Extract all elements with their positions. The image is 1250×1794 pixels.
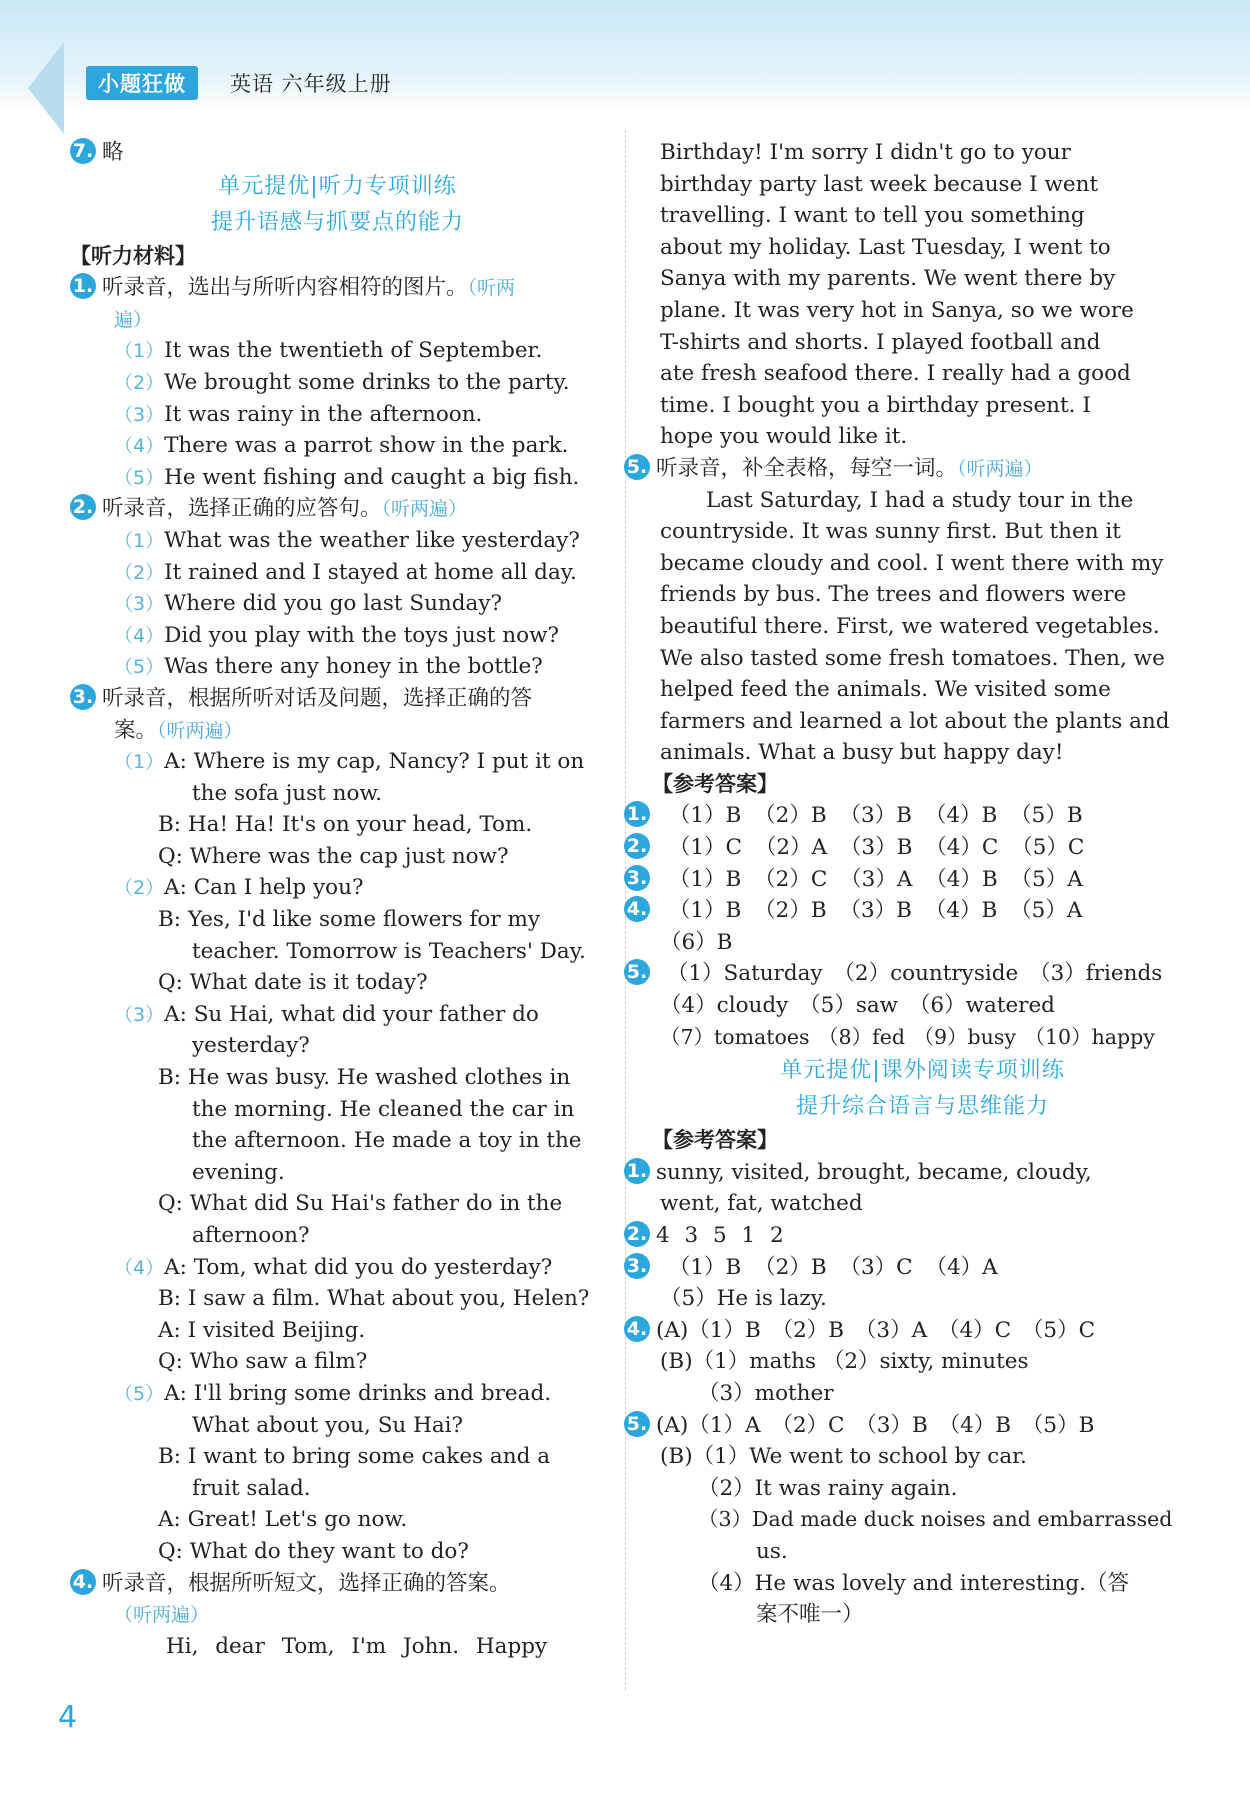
answers-label: 【参考答案】 bbox=[652, 771, 778, 796]
question-2-title: 2. 听录音，选择正确的应答句。（听两遍） bbox=[70, 493, 605, 525]
answer-row: （2）It was rainy again. bbox=[698, 1475, 958, 1501]
header-decoration bbox=[28, 42, 64, 134]
answer-row: （4）cloudy （5）saw （6）watered bbox=[660, 993, 1055, 1019]
passage-line: We also tasted some fresh tomatoes. Then, we bbox=[660, 645, 1165, 671]
question-4-title: 4. 听录音，根据所听短文，选择正确的答案。 bbox=[70, 1568, 605, 1600]
dialogue-line: B: Ha! Ha! It's on your head, Tom. bbox=[158, 812, 533, 838]
question-3-title: 3. 听录音，根据所听对话及问题，选择正确的答 bbox=[70, 683, 605, 715]
dialogue-line: Q: What date is it today? bbox=[158, 970, 428, 996]
passage-line: about my holiday. Last Tuesday, I went to bbox=[660, 234, 1111, 260]
section-title: 单元提优|听力专项训练 bbox=[218, 173, 457, 199]
page-number: 4 bbox=[58, 1700, 78, 1735]
list-item: （1）What was the weather like yesterday? bbox=[114, 527, 580, 553]
dialogue-line: Q: Who saw a film? bbox=[158, 1349, 368, 1375]
dialogue-line: B: Yes, I'd like some flowers for my bbox=[158, 907, 540, 933]
dialogue-line: A: I visited Beijing. bbox=[158, 1317, 366, 1343]
answer-row: (B)（1）maths （2）sixty, minutes bbox=[660, 1349, 1029, 1375]
passage-line: helped feed the animals. We visited some bbox=[660, 677, 1111, 703]
answers-label: 【参考答案】 bbox=[652, 1128, 778, 1153]
dialogue-line: （2）A: Can I help you? bbox=[114, 875, 364, 901]
answer-row: went, fat, watched bbox=[660, 1191, 863, 1217]
answer-row: （3）Dad made duck noises and embarrassed bbox=[698, 1507, 1173, 1532]
answer-row: （5）He is lazy. bbox=[660, 1286, 827, 1312]
passage-line: ate fresh seafood there. I really had a good bbox=[660, 361, 1131, 387]
dialogue-line: the afternoon. He made a toy in the bbox=[192, 1128, 582, 1154]
series-badge: 小题狂做 bbox=[86, 66, 198, 100]
passage-line: animals. What a busy but happy day! bbox=[660, 740, 1064, 766]
dialogue-line: the morning. He cleaned the car in bbox=[192, 1096, 575, 1122]
passage-line: farmers and learned a lot about the plants and bbox=[660, 708, 1170, 734]
left-column: 7. 略 单元提优|听力专项训练 提升语感与抓要点的能力 【听力材料】 1. 听录音，选出与所听内容相符的图片。（听两 遍） （1）It was the twentieth of September. （2）We brought some drinks to the party. （3）It was rainy in the afternoon. （4）There was a parrot show in the park. （5）He went fishing and caught a big fish. 2. 听录音，选择正确的应答句。（听两遍） （1）What was the weather like yesterday? （2）It rained and I stayed at home all day. （3）Where did you go last Sunday? （4）Did you play with the toys just now? （5）Was there any honey in the bottle? 3. 听录音，根据所听对话及问题，选择正确的答 案。（听两遍） （1）A: Where is my cap, Nancy? I put it on the sofa just now. B: Ha! Ha! It's on your head, Tom. Q: Where was the cap just now? （2）A: Can I help you? B: Yes, I'd like some flowers for my teacher. Tomorrow is Teachers' Day. Q: What date is it today? （3）A: Su Hai, what did your father do yesterday? B: He was busy. He washed clothes in the morning. He cleaned the car in the afternoon. He made a toy in the evening. Q: What did Su Hai's father do in the afternoon? （4）A: Tom, what did you do yesterday? B: I saw a film. What about you, Helen? A: I visited Beijing. Q: Who saw a film? （5）A: I'll bring some drinks and bread. What about you, Su Hai? B: I want to bring some cakes and a fruit salad. A: Great! Let's go now. Q: What do they want to do? 4. 听录音，根据所听短文，选择正确的答案。 （听两遍） Hi, dear Tom, I'm John. Happy bbox=[70, 137, 605, 1662]
answer-row: 1. sunny, visited, brought, became, cloudy, bbox=[624, 1157, 1185, 1189]
answer-row: us. bbox=[756, 1538, 788, 1564]
passage-line: Last Saturday, I had a study tour in the bbox=[706, 487, 1134, 513]
dialogue-line: （4）A: Tom, what did you do yesterday? bbox=[114, 1254, 553, 1280]
dialogue-line: A: Great! Let's go now. bbox=[158, 1507, 408, 1533]
question-5-title: 5. 听录音，补全表格，每空一词。（听两遍） bbox=[624, 453, 1185, 485]
list-item: （5）Was there any honey in the bottle? bbox=[114, 654, 543, 680]
passage-line: countryside. It was sunny first. But then it bbox=[660, 519, 1121, 545]
dialogue-line: （1）A: Where is my cap, Nancy? I put it on bbox=[114, 749, 585, 775]
section-title: 单元提优|课外阅读专项训练 bbox=[780, 1058, 1065, 1084]
list-item: （2）We brought some drinks to the party. bbox=[114, 369, 570, 395]
passage-line: Birthday! I'm sorry I didn't go to your bbox=[660, 140, 1071, 165]
book-title: 英语 六年级上册 bbox=[230, 72, 392, 96]
passage-line: hope you would like it. bbox=[660, 424, 908, 450]
list-item: （4）Did you play with the toys just now? bbox=[114, 622, 559, 648]
answer-row: 3. （1）B （2）C （3）A （4）B （5）A bbox=[624, 864, 1185, 896]
answer-row: 2. 4 3 5 1 2 bbox=[624, 1220, 1185, 1252]
passage-line: friends by bus. The trees and flowers were bbox=[660, 582, 1127, 608]
materials-label: 【听力材料】 bbox=[70, 243, 196, 268]
dialogue-line: yesterday? bbox=[192, 1033, 310, 1059]
answer-row: 4. （1）B （2）B （3）B （4）B （5）A bbox=[624, 895, 1185, 927]
dialogue-line: Q: Where was the cap just now? bbox=[158, 843, 509, 869]
list-item: （5）He went fishing and caught a big fish. bbox=[114, 464, 580, 490]
dialogue-line: （5）A: I'll bring some drinks and bread. bbox=[114, 1380, 552, 1406]
answer-row: 5. （1）Saturday （2）countryside （3）friends bbox=[624, 958, 1185, 990]
dialogue-line: B: I want to bring some cakes and a bbox=[158, 1444, 551, 1470]
question-1-title: 1. 听录音，选出与所听内容相符的图片。（听两 bbox=[70, 272, 605, 304]
passage-line: T-shirts and shorts. I played football and bbox=[660, 329, 1101, 355]
dialogue-line: B: I saw a film. What about you, Helen? bbox=[158, 1286, 590, 1312]
passage-line: birthday party last week because I went bbox=[660, 171, 1099, 197]
list-item: （3）It was rainy in the afternoon. bbox=[114, 401, 483, 427]
dialogue-line: evening. bbox=[192, 1159, 285, 1185]
answer-row: 3. （1）B （2）B （3）C （4）A bbox=[624, 1252, 1185, 1284]
answer-row: 4. (A)（1）B （2）B （3）A （4）C （5）C bbox=[624, 1315, 1185, 1347]
answer-row: 1. （1）B （2）B （3）B （4）B （5）B bbox=[624, 800, 1185, 832]
answer-row: 5. (A)（1）A （2）C （3）B （4）B （5）B bbox=[624, 1410, 1185, 1442]
passage-line: Sanya with my parents. We went there by bbox=[660, 266, 1116, 292]
dialogue-line: B: He was busy. He washed clothes in bbox=[158, 1065, 571, 1091]
right-column bbox=[626, 137, 1185, 1631]
question-number: 7. bbox=[70, 138, 96, 164]
page-header bbox=[0, 0, 1250, 112]
dialogue-line: teacher. Tomorrow is Teachers' Day. bbox=[192, 938, 586, 964]
section-subtitle: 提升综合语言与思维能力 bbox=[795, 1094, 1049, 1120]
dialogue-line: the sofa just now. bbox=[192, 780, 383, 806]
answer-row: （4）He was lovely and interesting.（答 bbox=[698, 1570, 1129, 1596]
passage-line: Hi, dear Tom, I'm John. Happy bbox=[166, 1633, 548, 1659]
answer-row: （3）mother bbox=[698, 1380, 834, 1406]
dialogue-line: afternoon? bbox=[192, 1223, 310, 1248]
passage-line: beautiful there. First, we watered vegetables. bbox=[660, 613, 1160, 639]
dialogue-line: Q: What do they want to do? bbox=[158, 1538, 469, 1564]
list-item: （1）It was the twentieth of September. bbox=[114, 338, 543, 364]
passage-line: became cloudy and cool. I went there with my bbox=[660, 550, 1164, 576]
section-subtitle: 提升语感与抓要点的能力 bbox=[210, 209, 464, 235]
passage-line: time. I bought you a birthday present. I bbox=[660, 392, 1091, 418]
answer-row: (B)（1）We went to school by car. bbox=[660, 1444, 1027, 1470]
answer-row: 案不唯一） bbox=[756, 1602, 864, 1628]
dialogue-line: （3）A: Su Hai, what did your father do bbox=[114, 1001, 539, 1027]
list-item: （3）Where did you go last Sunday? bbox=[114, 591, 503, 617]
dialogue-line: fruit salad. bbox=[192, 1475, 311, 1501]
answer-row: （7）tomatoes （8）fed （9）busy （10）happy bbox=[660, 1024, 1155, 1049]
passage-line: travelling. I want to tell you something bbox=[660, 203, 1085, 229]
list-item: （4）There was a parrot show in the park. bbox=[114, 433, 569, 459]
list-item: （2）It rained and I stayed at home all day. bbox=[114, 559, 577, 585]
answer-row: 2. （1）C （2）A （3）B （4）C （5）C bbox=[624, 832, 1185, 864]
passage-line: plane. It was very hot in Sanya, so we wore bbox=[660, 297, 1134, 323]
question-7: 7. 略 bbox=[70, 137, 605, 169]
answer-row: （6）B bbox=[660, 929, 733, 955]
dialogue-line: Q: What did Su Hai's father do in the bbox=[158, 1191, 563, 1217]
dialogue-line: What about you, Su Hai? bbox=[192, 1412, 464, 1438]
